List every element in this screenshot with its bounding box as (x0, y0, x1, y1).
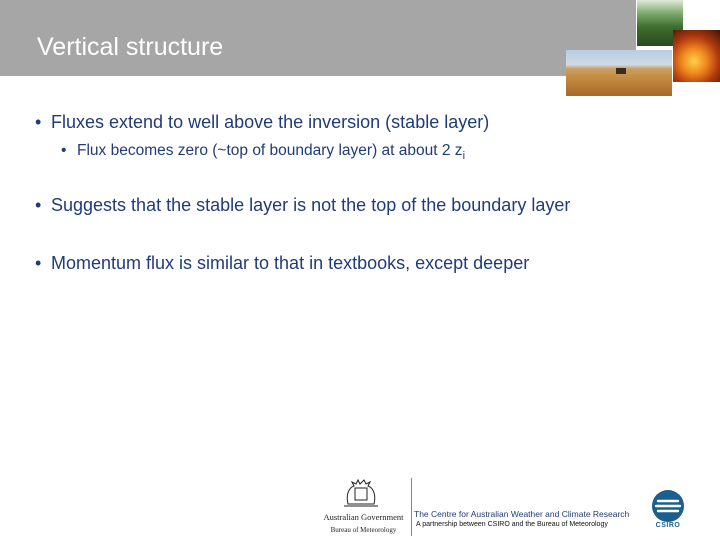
bullet-text: Momentum flux is similar to that in textbooks, except deeper (51, 253, 530, 273)
sub-bullet-item (61, 142, 465, 162)
bullet-item (35, 253, 529, 274)
bullet-text: Fluxes extend to well above the inversion (stable layer) (51, 112, 490, 132)
bullet-dot: • (35, 112, 42, 132)
bullet-item (35, 112, 489, 133)
cawcr-name: The Centre for Australian Weather and Climate Research (414, 509, 630, 519)
footer-divider (411, 478, 412, 536)
bullet-dot: • (35, 253, 42, 273)
bullet-dot: • (61, 142, 67, 159)
slide-title: Vertical structure (37, 33, 224, 61)
harvester-icon (566, 50, 672, 96)
bullet-text: Suggests that the stable layer is not the top of the boundary layer (51, 195, 571, 215)
csiro-logo-icon (651, 489, 685, 523)
australian-government-logo (316, 478, 411, 538)
bullet-dot: • (35, 195, 42, 215)
cawcr-partnership: A partnership between CSIRO and the Bureau of Meteorology (416, 521, 608, 528)
sub-bullet-text (77, 142, 465, 162)
bullet-item (35, 195, 570, 216)
sub-bullet-main: Flux becomes zero (~top of boundary layer) at about 2 z (77, 142, 463, 159)
bushfire-photo (673, 30, 720, 82)
subscript-i: i (462, 150, 466, 162)
bom-name: Bureau of Meteorology (330, 526, 397, 534)
csiro-label: CSIRO (655, 522, 681, 529)
gov-name: Australian Government (323, 512, 404, 522)
coat-of-arms-icon (340, 478, 382, 510)
wheat-field-photo (566, 50, 672, 96)
